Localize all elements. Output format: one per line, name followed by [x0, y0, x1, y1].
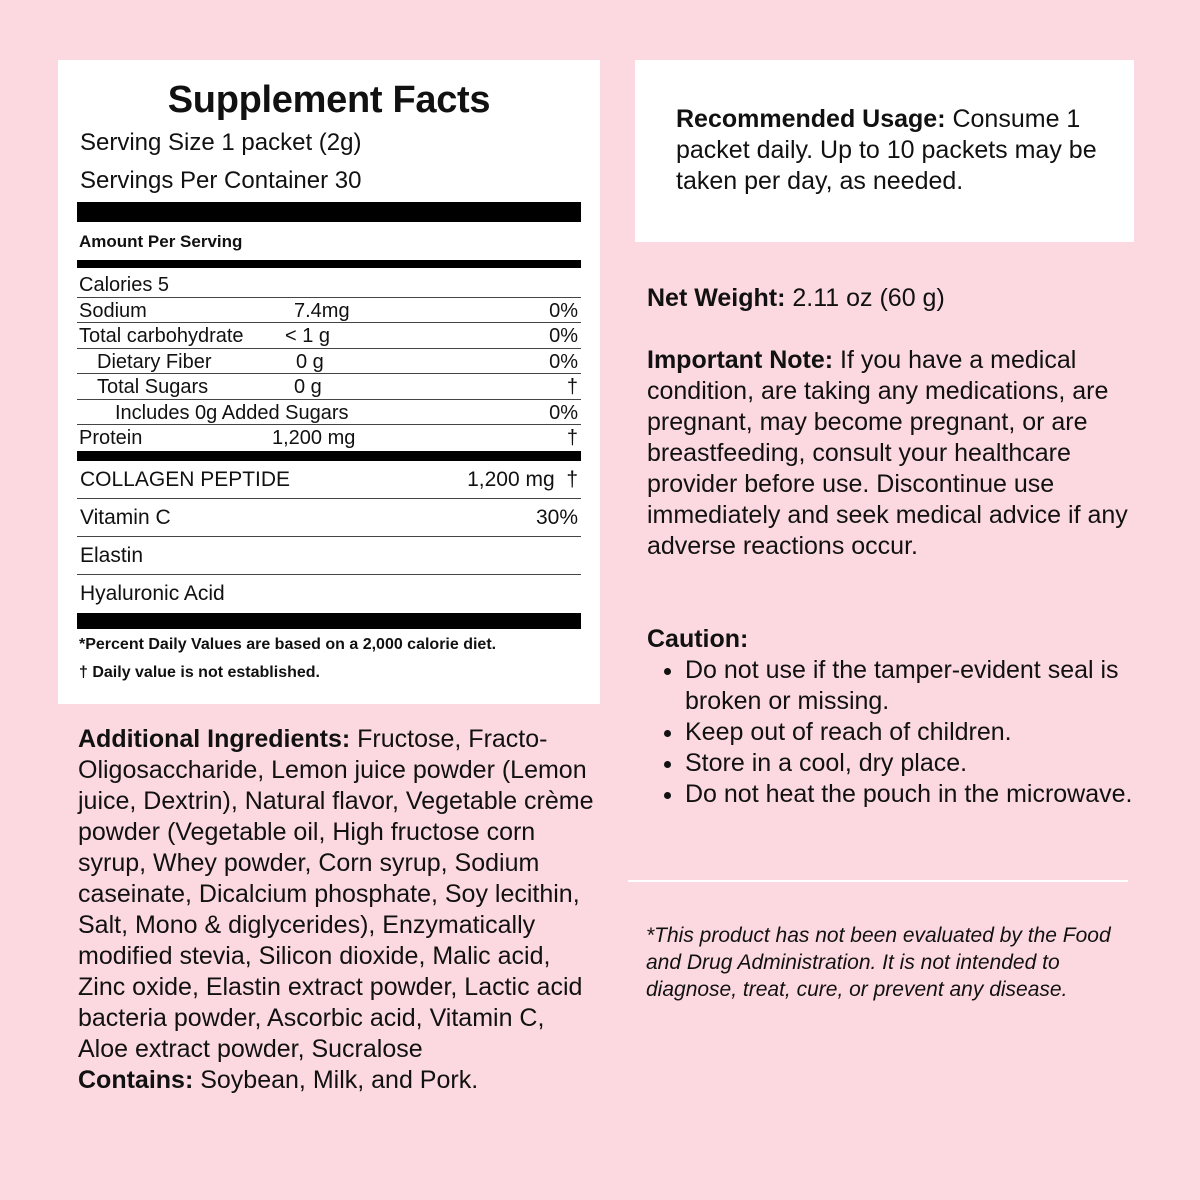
- list-item: • Store in a cool, dry place.: [685, 748, 1137, 779]
- important-note-text: If you have a medical condition, are taking any medications, are pregnant, may become pregnant, or are breastfeeding, consult your healthcare provider before use. Discontinue use immediately and seek medical advice if any adverse reactions occur.: [647, 346, 1128, 560]
- list-item: • Keep out of reach of children.: [685, 717, 1137, 748]
- nutrient-amount: < 1 g: [285, 325, 331, 347]
- nutrient-row-sodium: [77, 298, 581, 324]
- usage-label: Recommended Usage:: [676, 105, 946, 133]
- recommended-usage-panel: [635, 60, 1134, 242]
- ingredient-name: Vitamin C: [80, 505, 171, 529]
- section-divider: [628, 880, 1128, 882]
- supplement-facts-panel: [58, 60, 600, 704]
- thick-divider: [77, 202, 581, 222]
- list-item: • Do not heat the pouch in the microwave.: [685, 779, 1137, 810]
- nutrient-name: Dietary Fiber: [97, 350, 212, 373]
- nutrient-row-added-sugars: [77, 400, 581, 426]
- caution-section: [647, 624, 1137, 810]
- additional-ingredients-label: Additional Ingredients:: [78, 725, 351, 753]
- ingredient-value: 1,200 mg †: [467, 467, 578, 491]
- ingredient-row-elastin: [77, 537, 581, 575]
- nutrient-row-dietary-fiber: [77, 349, 581, 375]
- nutrient-name: Includes 0g Added Sugars: [115, 401, 349, 424]
- ingredient-value: 30%: [535, 505, 578, 529]
- medium-divider: [77, 260, 581, 268]
- nutrient-name: Total carbohydrate: [79, 325, 244, 347]
- servings-per-container: Servings Per Container 30: [80, 167, 362, 194]
- nutrient-percent: †: [566, 427, 578, 449]
- nutrient-percent: 0%: [549, 299, 578, 322]
- nutrient-percent: 0%: [549, 350, 578, 373]
- nutrient-table: [77, 268, 581, 451]
- ingredient-row-collagen: [77, 461, 581, 499]
- amount-per-serving-header: Amount Per Serving: [79, 232, 243, 251]
- ingredient-table: [77, 461, 581, 613]
- important-note: [647, 345, 1137, 562]
- additional-ingredients-text: Fructose, Fracto-Oligosaccharide, Lemon juice powder (Lemon juice, Dextrin), Natural flavor, Vegetable crème powder (Vegetable oil, High fructose corn syrup, Whey powder, Corn syrup, Sodium caseinate, Dicalcium phosphate, Soy lecithin, Salt, Mono & diglycerides), Enzymatically modified stevia, Silicon dioxide, Malic acid, Zinc oxide, Elastin extract powder, Lactic acid bacteria powder, Ascorbic acid, Vitamin C, Aloe extract powder, Sucralose: [78, 725, 594, 1063]
- nutrient-amount: 0 g: [294, 376, 322, 398]
- net-weight: [647, 283, 945, 314]
- nutrient-row-calories: [77, 272, 581, 298]
- nutrient-percent: 0%: [549, 325, 578, 347]
- caution-list: [647, 655, 1137, 810]
- footnote-daily-values: *Percent Daily Values are based on a 2,000 calorie diet.: [79, 635, 497, 653]
- nutrient-amount: 7.4mg: [294, 299, 350, 322]
- additional-ingredients: [78, 724, 598, 1096]
- fda-disclaimer: *This product has not been evaluated by the Food and Drug Administration. It is not intended to diagnose, treat, cure, or prevent any disease.: [646, 924, 1111, 1001]
- nutrient-row-total-carbohydrate: [77, 323, 581, 349]
- nutrient-name: Sodium: [79, 299, 147, 322]
- contains-label: Contains:: [78, 1066, 194, 1094]
- ingredient-row-hyaluronic-acid: [77, 575, 581, 613]
- caution-label: Caution:: [647, 625, 749, 653]
- ingredient-name: COLLAGEN PEPTIDE: [80, 467, 291, 491]
- medium-divider: [77, 451, 581, 461]
- nutrient-name: Calories 5: [79, 274, 170, 296]
- nutrient-percent: 0%: [549, 401, 578, 424]
- ingredient-name: Elastin: [80, 543, 144, 567]
- facts-title: Supplement Facts: [167, 79, 491, 121]
- list-item: • Do not use if the tamper-evident seal is broken or missing.: [685, 655, 1137, 717]
- nutrient-amount: 0 g: [296, 350, 324, 373]
- usage-text: Consume 1 packet daily. Up to 10 packets may be taken per day, as needed.: [676, 105, 1097, 195]
- nutrient-amount: 1,200 mg: [272, 427, 356, 449]
- ingredient-name: Hyaluronic Acid: [80, 581, 225, 605]
- contains-text: Soybean, Milk, and Pork.: [193, 1066, 479, 1094]
- nutrient-row-protein: [77, 425, 581, 451]
- nutrient-name: Protein: [79, 427, 143, 449]
- important-note-label: Important Note:: [647, 346, 834, 374]
- ingredient-row-vitamin-c: [77, 499, 581, 537]
- net-weight-value: 2.11 oz (60 g): [785, 284, 945, 312]
- footnote-dagger: † Daily value is not established.: [79, 663, 320, 681]
- nutrient-row-total-sugars: [77, 374, 581, 400]
- nutrient-percent: †: [566, 376, 578, 398]
- thick-divider: [77, 613, 581, 629]
- serving-size: Serving Size 1 packet (2g): [80, 129, 362, 156]
- net-weight-label: Net Weight:: [647, 284, 786, 312]
- nutrient-name: Total Sugars: [97, 376, 209, 398]
